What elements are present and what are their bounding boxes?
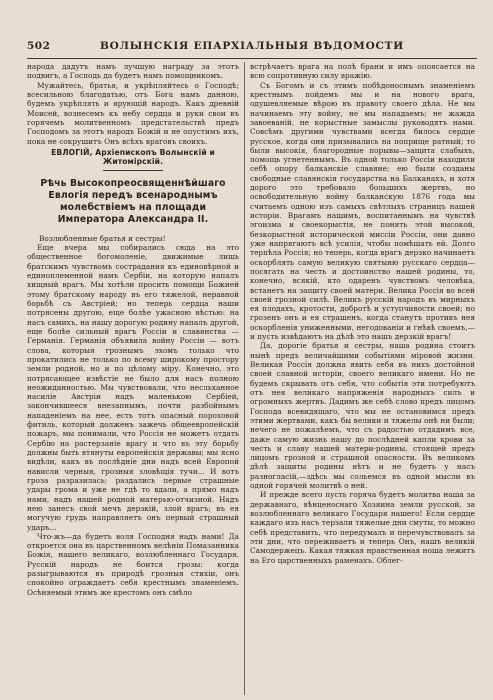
speech-greeting: Возлюбленные братья и сестры! bbox=[39, 233, 166, 243]
running-head: ВОЛЫНСКІЯ ЕПАРХІАЛЬНЫЯ ВѢДОМОСТИ bbox=[99, 40, 405, 52]
page-number: 502 bbox=[27, 40, 51, 52]
speech-paragraph: Да, дорогіе братья и сестры, наша родина стоитъ нынѣ предъ величайшими событіями міровой жизни. Великая Россія должна явить себя въ нихъ достойной своей славной исторіи, своего великаго имени. Но не будемъ скрывать отъ себя, что событія эти потребуютъ отъ нея великаго напряженія народныхъ силъ и огромныхъ жертвъ. Дадимъ же себѣ слово предъ лицомъ Господа всевидящаго, что мы не остановимся предъ этими жертвами, какъ бы велики и тяжелы онѣ ни были; нечего не пожалѣемъ, что съ радостью отдадимъ все, даже самую жизнь нашу до послѣдней капли крови за честь и славу нашей матери-родины, стоящей предъ лицомъ грозной и страшной опасности. Въ великомъ дѣлѣ защиты родины нѣтъ и не будетъ у насъ разногласій,—здѣсь мы сольемся въ одной мысли въ одной горячей молитвѣ о ней. bbox=[250, 341, 475, 491]
speech-paragraph: И прежде всего пусть горяча будетъ молитва наша за державнаго, вѣнценоснаго Хозяина земли русской, за возлюбленнаго великаго Государя нашего! Если сердце каждаго изъ насъ терзали тяжелые дни смуты, то можно себѣ представить, что передумалъ и перечувствовалъ за эти дни, что переживаетъ и теперь Онъ, нашъ великій Самодержецъ. Какая тяжкая нравственная ноша лежитъ на Его царственныхъ раменахъ. Облег- bbox=[250, 490, 475, 565]
header-rule bbox=[27, 58, 477, 59]
speech-paragraph: Еще вчера мы собирались сюда на это общественное богомоленіе, движимые лишь братскимъ чувствомъ сострадания къ единовѣрной и единоплеменной намъ Сербіи, на которую напалъ хищный врагъ. Мы хотѣли просить помощи Божией этому братскому народу въ его тяжелой, неравной борьбѣ съ Австріей; но теперь сердца наши потрясены другою, еще болѣе ужасною вѣстью: на насъ самихъ, на нашу дорогую родину напалъ другой, еще болѣе сильный врагъ Россіи и славянства — Германія. Германія объявила войну Россіи — вотъ слова, которыя грознымъ эхомъ только что прокатились не только по всему широкому простору земли родной, но и по цѣлому міру. Конечно, это потрясающее извѣстіе не было для насъ полною неожиданностью. Мы чувствовали, что несльханное насиліе Австріи надъ маленькою Сербіей, закончившееся внезапнымъ, почти разбойнымъ нападеніемъ на нее, есть тотъ опасный пороховой фитиль, который долженъ зажечь общеевропейскій пожаръ, мы понимали, что Россія не можетъ отдать Сербію на растерзаніе врагу и что въ эту борьбу должны быть втянуты европейскія державы; мы ясно видѣли, какъ въ послѣдніе дни надъ всей Европой нависли черныя, грозныя зловѣщія тучи... И вотъ гроза разразилась; раздались первые страшные удары грома и уже не гдѣ то вдали, а прямо надъ нами, надъ нашей родной матерью-отчизной. Надъ нею занесъ свой мечъ дерзкій, злой врагъ; въ ея могучую грудь направляетъ онъ первый страшный ударъ... bbox=[27, 243, 239, 532]
paragraph-continuation: встрѣчаетъ врага на полѣ брани и имъ опоясается на всю сопротивную силу вражію. bbox=[250, 62, 475, 81]
page-header bbox=[27, 40, 477, 54]
paragraph-exhortation: Мужайтесь, братья, и укрѣпляйтесь о Господѣ; всесильною благодатью, отъ Бога намъ данною, будемъ укрѣплять и ярующій народъ. Какъ древній Моисей, вознесемъ къ небу сердца и руки свои въ горячемъ молитвенномъ предстательствѣ предъ Господомъ за этотъ народъ Божій и не опустимъ ихъ, пока не сокрушитъ Онъ всѣхъ враговъ своихъ. bbox=[27, 80, 239, 146]
author-signature: ЕВЛОГІЙ, Архіепископъ Волынскій и Житомірскій. bbox=[51, 147, 215, 166]
section-divider bbox=[103, 170, 163, 171]
speech-paragraph: Съ Богомъ и съ этимъ побѣдоноснымъ знаменіемъ крестнымъ пойдемъ мы и на нового врага, одушевляемые вѣрою въ правоту своего дѣла. Не мы начинаемъ эту войну, не мы нападаемъ; не жажда завоеваній, не корыстные замыслы руководятъ нами. Совсѣмъ другими чувствами всегда билось сердце русское, когда они призывались на поприще ратный; то были высокія, благородные порывы—защита слабыхъ, помощь угнетеннымъ. Въ одной только Россіи находили себѣ опору балканскіе славяне; ею были созданы свободные славянскія государства на Балканахъ, и хотя дорого это требовало большихъ жертвъ, но освободительную войну балканскую 1876 года мы считаемъ одною изъ самыхъ свѣтлыхъ страницъ нашей исторіи. Врагамъ нашимъ, воспитаннымъ на чувствѣ эгоизма и своекорыстія, не понять этой высокой, безкорыстной исторической миссіи Россіи, они давно уже напрягаютъ всѣ усилія, чтобы помѣшать ей. Долго терпѣла Россія; но теперь, когда врагъ дерзко начинаетъ оскорблять самую великую святыню русскаго сердца—посягать на честь и достоинство нашей родины, то, конечно, всякій, кто одаренъ чувствомъ человѣка, встанетъ на защиту своей матери. Велика Россія во всей своей грозной силѣ. Великъ русскій народъ въ мирныхъ ея плодахъ, кротости, добротѣ и уступчивости своей; но грозенъ онъ и ея страшенъ, когда станутъ противъ нея оскорбленія униженными, негодованіи и гнѣвѣ своемъ,—и пусть извѣдаютъ на дѣлѣ это нашъ дерзкій врагъ! bbox=[250, 80, 475, 342]
speech-title: Рѣчь Высокопреосвященнѣйшаго Евлогія передъ всенароднымъ молебствіемъ на площади Императора Александра II. bbox=[40, 177, 226, 225]
right-column bbox=[250, 62, 475, 695]
paragraph-continuation: народа дадутъ намъ лучшую награду за этотъ подвигъ, а Господь да будетъ намъ помощникомъ. bbox=[27, 62, 239, 81]
column-divider bbox=[244, 62, 245, 695]
speech-paragraph: Что-жъ—да будетъ воля Господня надъ нами! Да откроется она въ царственномъ велѣніи Помазанника Божія, нашего великаго, возлюбленнаго Государя. Русскій народъ не боится грозы: когда разыгрываются въ природѣ грозныя стихіи, онъ спокойно ограждаетъ себя крестнымъ знаменіемъ. Осѣняемый этимъ же крестомъ онъ смѣло bbox=[27, 531, 239, 597]
left-column bbox=[27, 62, 239, 695]
